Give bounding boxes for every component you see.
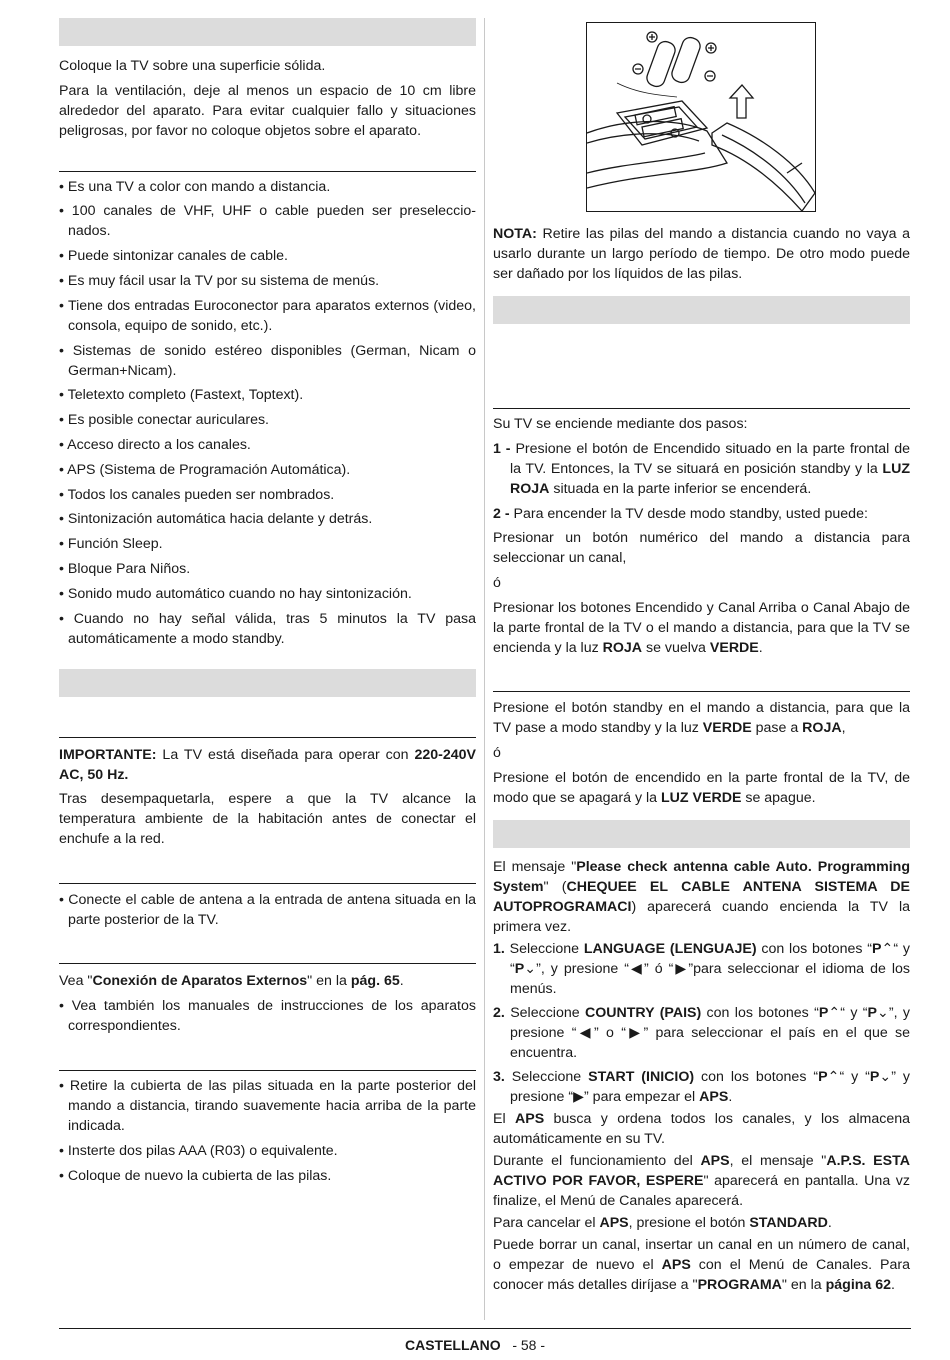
list-item: • Bloque Para Niños. <box>59 560 191 577</box>
section-header-bar <box>493 820 910 848</box>
power-off-button: Presione el botón de encendido en la parte frontal de la TV, de modo que se apagará y la LUZ VERDE se apague. <box>493 769 910 806</box>
list-item: • Retire la cubierta de las pilas situada en la parte posterior del mando a distancia, tirando suavemente hacia arriba de la parte indicada. <box>59 1077 476 1134</box>
chevron-up-icon: ⌃ <box>881 940 894 957</box>
aps-description: El APS busca y ordena todos los canales, y los almacena automáticamente en su TV. <box>493 1110 910 1147</box>
footer-rule <box>59 1328 911 1329</box>
voltage-spec: 220-240V AC, 50 Hz. <box>59 746 476 783</box>
list-item: • Sonido mudo automático cuando no hay sintonización. <box>59 585 412 602</box>
chevron-up-icon: ⌃ <box>827 1068 840 1085</box>
power-on-option-2: Presionar los botones Encendido y Canal Arriba o Canal Abajo de la parte frontal de la TV o el mando a distancia, para que la TV se encienda y la luz ROJA se vuelva VERDE. <box>493 599 910 656</box>
list-item: • Tiene dos entradas Euroconector para aparatos externos (video, consola, equipo de sonido, etc.). <box>59 297 476 334</box>
section-rule <box>493 691 910 692</box>
first-time-message: El mensaje "Please check antenna cable Auto. Programming System" (CHEQUEE EL CABLE ANTENA SISTEMA DE AUTOPROGRAMACI) aparecerá cuando encienda la TV la primera vez. <box>493 858 911 935</box>
remote-control-illustration <box>587 23 816 212</box>
p-key-label: P <box>818 1068 828 1085</box>
section-rule <box>59 1070 476 1071</box>
batteries-list <box>59 1076 476 1186</box>
external-bullet: • Vea también los manuales de instrucciones de los aparatos correspondientes. <box>59 998 476 1035</box>
list-item: • Es una TV a color con mando a distancia. <box>59 178 331 195</box>
list-item: • Todos los canales pueden ser nombrados. <box>59 486 335 503</box>
aps-more-text: Puede borrar un canal, insertar un canal en un número de canal, o empezar de nuevo el APS con el Menú de Canales. Para conocer más detalles diríjase a "PROGRAMA" en la página 62. <box>493 1236 910 1293</box>
list-item: • Cuando no hay señal válida, tras 5 minutos la TV pasa automáticamente a modo standby. <box>59 610 476 647</box>
list-item: • Teletexto completo (Fastext, Toptext). <box>59 387 304 404</box>
page-reference: pág. 65 <box>350 973 400 990</box>
list-item: • 100 canales de VHF, UHF o cable pueden ser preseleccio-nados. <box>59 203 476 240</box>
triangle-right-icon: ▶ <box>625 1024 644 1041</box>
power-on-step-1: 1 - Presione el botón de Encendido situado en la parte frontal de la TV. Entonces, la TV se situará en posición standby y la LUZ ROJA situada en la parte inferior se encenderá. <box>493 440 910 497</box>
external-link-text: Conexión de Aparatos Externos <box>92 973 308 990</box>
power-off-standby: Presione el botón standby en el mando a distancia, para que la TV pase a modo standby y la luz VERDE pase a ROJA, <box>493 699 910 736</box>
features-list <box>59 177 476 649</box>
column-divider <box>484 18 485 1320</box>
triangle-left-icon: ◀ <box>628 960 645 977</box>
list-item: • Puede sintonizar canales de cable. <box>59 248 288 265</box>
aps-during-text: Durante el funcionamiento del APS, el mensaje "A.P.S. ESTA ACTIVO POR FAVOR, ESPERE" aparecerá en pantalla. Una vz finalize, el Menú de Canales aparecerá. <box>493 1152 910 1209</box>
importante-text: La TV está diseñada para operar con <box>156 746 415 763</box>
list-item: • Insterte dos pilas AAA (R03) o equivalente. <box>59 1142 338 1159</box>
or-text: ó <box>493 744 501 761</box>
setup-step-1: 1. Seleccione LANGUAGE (LENGUAJE) con los botones “P⌃“ y “P⌄”, y presione “◀” ó “▶”para seleccionar el idioma de los menús. <box>493 940 910 997</box>
triangle-right-icon: ▶ <box>573 1088 585 1105</box>
section-rule <box>493 408 910 409</box>
p-key-label: P <box>818 1004 829 1021</box>
p-key-label: P <box>869 1068 880 1085</box>
chevron-down-icon: ⌄ <box>876 1004 889 1021</box>
or-text: ó <box>493 575 501 592</box>
external-reference: Vea "Conexión de Aparatos Externos" en la pág. 65. <box>59 973 404 990</box>
list-item: • Sintonización automática hacia delante y detrás. <box>59 511 373 528</box>
section-rule <box>59 963 476 964</box>
aps-cancel-text: Para cancelar el APS, presione el botón STANDARD. <box>493 1214 832 1231</box>
power-on-option-1: Presionar un botón numérico del mando a distancia para seleccionar un canal, <box>493 530 910 567</box>
p-key-label: P <box>514 960 525 977</box>
footer-language: CASTELLANO <box>404 1337 501 1353</box>
unpack-text: Tras desempaquetarla, espere a que la TV alcance la temperatura ambiente de la habitación antes de conectar el enchufe a la red. <box>59 791 476 848</box>
setup-step-2: 2. Seleccione COUNTRY (PAIS) con los botones “P⌃“ y “P⌄”, y presione “◀” o “▶” para seleccionar el país en el que se encuentra. <box>493 1004 910 1061</box>
list-item: • Acceso directo a los canales. <box>59 436 251 453</box>
left-column <box>59 18 476 1186</box>
section-rule <box>59 737 476 738</box>
antenna-text: • Conecte el cable de antena a la entrada de antena situada en la parte posterior de la TV. <box>59 892 476 929</box>
page-footer <box>0 1335 950 1355</box>
right-column <box>493 18 910 1295</box>
placement-text: Coloque la TV sobre una superficie sólida. <box>59 58 326 74</box>
list-item: • APS (Sistema de Programación Automática). <box>59 461 351 478</box>
power-on-intro: Su TV se enciende mediante dos pasos: <box>493 416 748 432</box>
triangle-right-icon: ▶ <box>673 960 689 977</box>
importante-label: IMPORTANTE: <box>59 746 157 763</box>
power-on-step-2: 2 - Para encender la TV desde modo standby, usted puede: <box>493 505 868 522</box>
list-item: • Sistemas de sonido estéreo disponibles (German, Nicam o German+Nicam). <box>59 342 476 379</box>
ventilation-text: Para la ventilación, deje al menos un espacio de 10 cm libre alrededor del aparato. Para evitar cualquier fallo y situaciones peligrosas, por favor no coloque objetos sobre el aparato. <box>59 82 476 139</box>
page-number: - 58 - <box>512 1337 546 1353</box>
list-item: • Función Sleep. <box>59 536 163 553</box>
section-rule <box>59 171 476 172</box>
triangle-left-icon: ◀ <box>576 1024 595 1041</box>
p-key-label: P <box>872 940 882 957</box>
list-item: • Coloque de nuevo la cubierta de las pilas. <box>59 1167 332 1184</box>
list-item: • Es muy fácil usar la TV por su sistema de menús. <box>59 272 380 289</box>
chevron-down-icon: ⌄ <box>524 960 537 977</box>
importante-paragraph <box>59 745 476 785</box>
list-item: • Es posible conectar auriculares. <box>59 412 269 429</box>
remote-battery-illustration <box>586 22 816 212</box>
section-rule <box>59 883 476 884</box>
section-header-bar <box>493 296 910 324</box>
setup-step-3: 3. Seleccione START (INICIO) con los botones “P⌃“ y “P⌄” y presione “▶” para empezar el APS. <box>493 1068 910 1105</box>
section-header-bar <box>59 669 476 697</box>
nota-label: NOTA: <box>493 226 537 242</box>
chevron-down-icon: ⌄ <box>879 1068 892 1085</box>
p-key-label: P <box>867 1004 877 1021</box>
nota-paragraph: NOTA: Retire las pilas del mando a distancia cuando no vaya a usarlo durante un largo período de tiempo. De otro modo puede ser dañado por los líquidos de las pilas. <box>493 226 910 282</box>
section-header-bar <box>59 18 476 46</box>
chevron-up-icon: ⌃ <box>828 1004 841 1021</box>
